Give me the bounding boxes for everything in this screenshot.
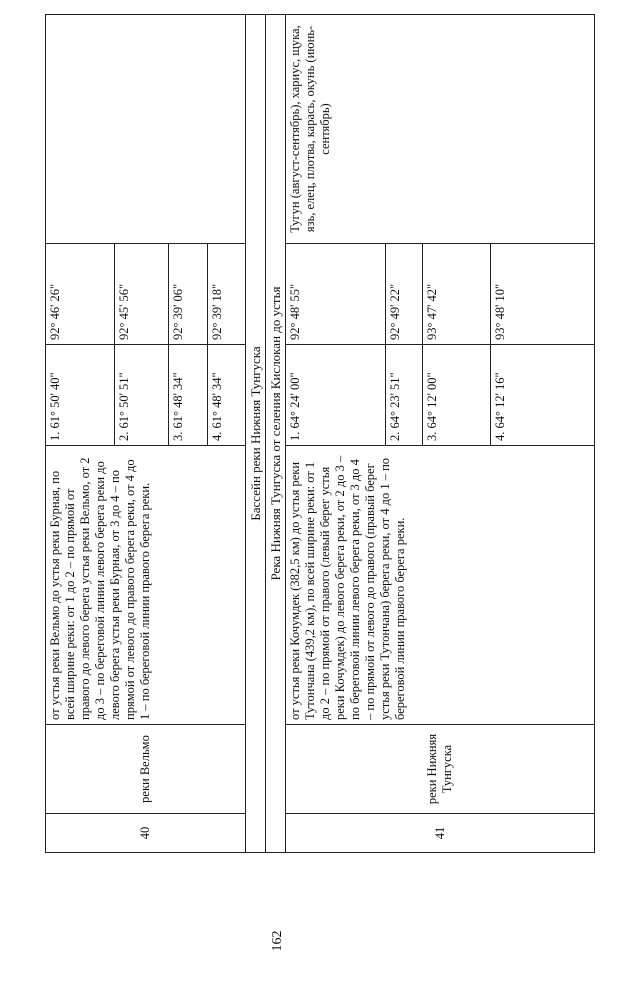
- row-number: 40: [46, 814, 246, 853]
- latitude-value: 3. 61° 48' 34": [169, 345, 208, 445]
- row-number: 41: [286, 814, 595, 853]
- latitude-value: 2. 64° 23' 51": [386, 345, 423, 445]
- longitude-value: 92° 39' 18": [210, 283, 224, 340]
- area-description: от устья реки Кочумдек (382,5 км) до устья реки Тутончана (439,2 км), по всей ширине реки: от 1 до 2 – по прямой от правого (левый берег устья реки Кочумдек) до левого берега реки, от 2 до 3 – по береговой линии левого берега реки, от 3 до 4 – по прямой от левого до правого (правый берег устья реки Тутончана) берега реки, от 4 до 1 – по береговой линии правого берега реки.: [286, 446, 595, 725]
- area-description: от устья реки Вельмо до устья реки Бурная, по всей ширине реки: от 1 до 2 – по прямой от правого до левого берега устья реки Вельмо, от 2 до 3 – по береговой линии левого берега реки до левого берега устья реки Бурная, от 3 до 4 – по прямой от левого до правого берега реки, от 4 до 1 – по береговой линии правого берега реки.: [46, 446, 246, 725]
- longitude-value: 93° 48' 10": [493, 283, 507, 340]
- latitude-value: 3. 64° 12' 00": [423, 345, 491, 445]
- fish-species: [46, 15, 246, 244]
- longitude-value: 92° 45' 56": [115, 244, 169, 344]
- fishing-areas-table: [45, 14, 595, 853]
- latitude-cell: [46, 345, 246, 446]
- latitude-value: 2. 61° 50' 51": [115, 345, 169, 445]
- river-name: реки Нижняя Тунгуска: [286, 725, 595, 814]
- longitude-value: 93° 47' 42": [423, 244, 491, 344]
- rotated-page-content: [45, 25, 595, 952]
- latitude-value: 1. 64° 24' 00": [286, 345, 386, 445]
- table-row: [266, 15, 286, 853]
- longitude-cell: [46, 244, 246, 345]
- longitude-value: 92° 46' 26": [46, 244, 115, 344]
- latitude-value: 4. 61° 48' 34": [210, 372, 224, 441]
- basin-header: Бассейн реки Нижняя Тунгуска: [246, 15, 266, 853]
- table-row: [286, 15, 595, 853]
- longitude-value: 92° 39' 06": [169, 244, 208, 344]
- section-header: Река Нижняя Тунгуска от селения Кислокан до устья: [266, 15, 286, 853]
- longitude-cell: [286, 244, 595, 345]
- latitude-value: 1. 61° 50' 40": [46, 345, 115, 445]
- table-row: [246, 15, 266, 853]
- table-row: [46, 15, 246, 853]
- river-name: реки Вельмо: [46, 725, 246, 814]
- longitude-value: 92° 49' 22": [386, 244, 423, 344]
- longitude-value: 92° 48' 55": [286, 244, 386, 344]
- latitude-value: 4. 64° 12' 16": [493, 372, 507, 441]
- fish-species: Тугун (август-сентябрь), хариус, щука, язь, елец, плотва, карась, окунь (июнь-сентябрь): [286, 15, 595, 244]
- latitude-cell: [286, 345, 595, 446]
- page-number: 162: [270, 930, 285, 952]
